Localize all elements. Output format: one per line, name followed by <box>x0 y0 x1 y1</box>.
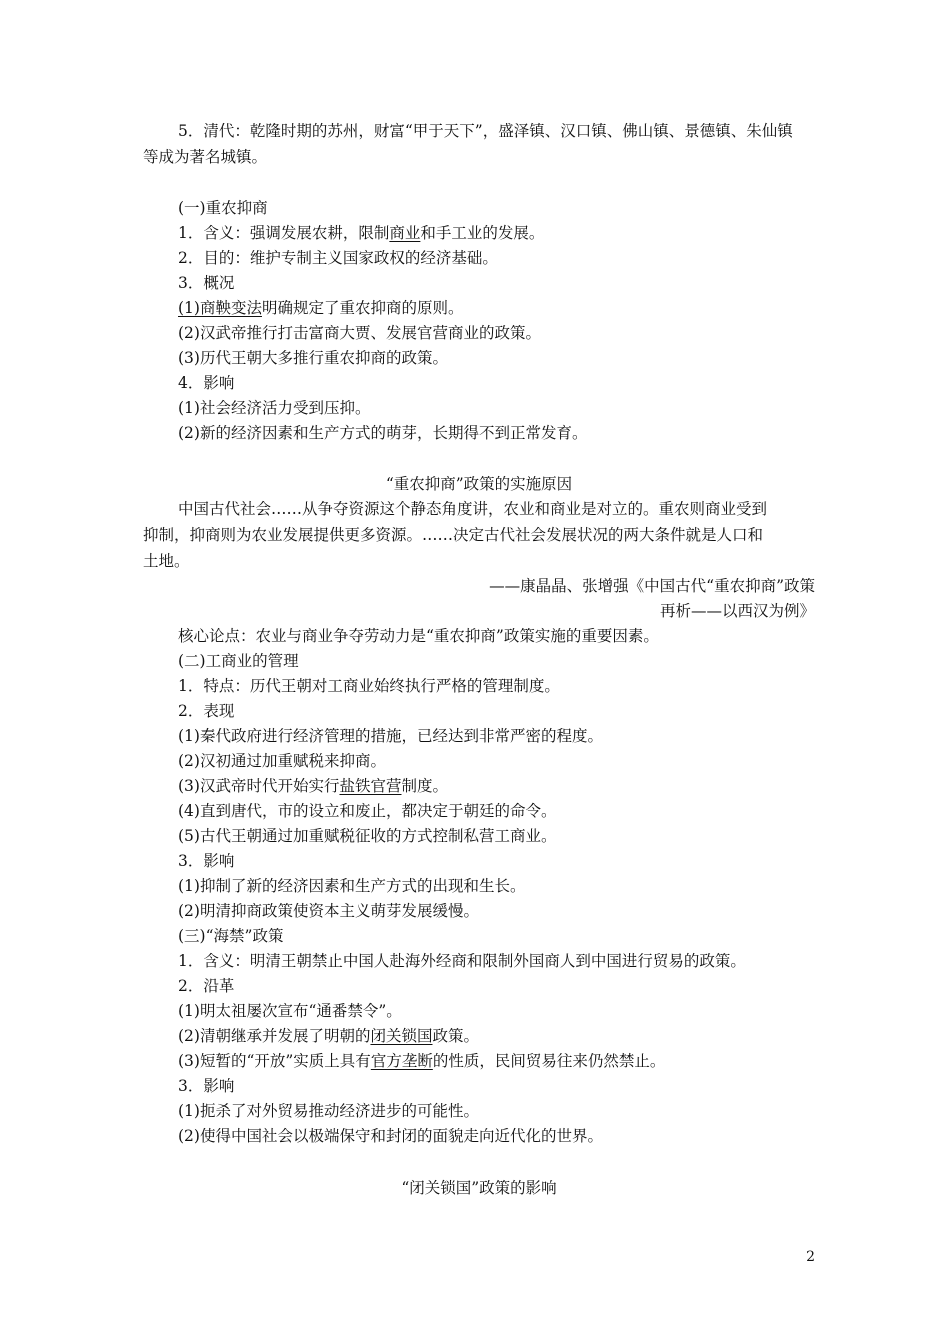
subitem: (2)新的经济因素和生产方式的萌芽，长期得不到正常发育。 <box>178 424 588 442</box>
subitem: (1)秦代政府进行经济管理的措施，已经达到非常严密的程度。 <box>178 727 603 745</box>
text: 政策。 <box>432 1027 479 1045</box>
subitem: (5)古代王朝通过加重赋税征收的方式控制私营工商业。 <box>178 827 557 845</box>
subitem <box>178 295 850 321</box>
text: 和手工业的发展。 <box>420 224 545 242</box>
section-heading-management: (二)工商业的管理 <box>178 652 299 670</box>
underlined-term: 商业 <box>389 224 421 242</box>
quote-source-line1: ——康晶晶、张增强《中国古代“重农抑商”政策 <box>489 577 815 595</box>
underlined-term: (1)商鞅变法 <box>178 299 262 317</box>
item-feature: 1．特点：历代王朝对工商业始终执行严格的管理制度。 <box>178 677 560 695</box>
item-evolution: 2．沿革 <box>178 977 235 995</box>
subitem <box>178 773 850 799</box>
subitem: (1)社会经济活力受到压抑。 <box>178 399 371 417</box>
subitem: (1)明太祖屡次宣布“通番禁令”。 <box>178 1002 402 1020</box>
quote-line1: 中国古代社会……从争夺资源这个静态角度讲，农业和商业是对立的。重农则商业受到 <box>178 500 768 518</box>
text: (3)短暂的“开放”实质上具有 <box>178 1052 371 1070</box>
box-title-reasons: “重农抑商”政策的实施原因 <box>385 475 573 493</box>
subitem: (2)汉武帝推行打击富商大贾、发展官营商业的政策。 <box>178 324 541 342</box>
text: 的性质，民间贸易往来仍然禁止。 <box>432 1052 666 1070</box>
quote-line2: 抑制，抑商则为农业发展提供更多资源。……决定古代社会发展状况的两大条件就是人口和 <box>143 526 764 544</box>
item-definition <box>178 220 850 246</box>
subitem: (1)抑制了新的经济因素和生产方式的出现和生长。 <box>178 877 526 895</box>
quote-line3: 土地。 <box>143 552 190 570</box>
paragraph-qing-line1: 5．清代：乾隆时期的苏州，财富“甲于天下”，盛泽镇、汉口镇、佛山镇、景德镇、朱仙镇 <box>178 122 793 140</box>
subitem: (2)使得中国社会以极端保守和封闭的面貌走向近代化的世界。 <box>178 1127 603 1145</box>
text: (3)汉武帝时代开始实行 <box>178 777 340 795</box>
subitem: (2)汉初通过加重赋税来抑商。 <box>178 752 386 770</box>
underlined-term: 闭关锁国 <box>370 1027 433 1045</box>
item-purpose: 2．目的：维护专制主义国家政权的经济基础。 <box>178 249 498 267</box>
subitem <box>178 1048 850 1074</box>
item-influence: 3．影响 <box>178 1077 235 1095</box>
text: 1．含义：强调发展农耕，限制 <box>178 224 390 242</box>
item-overview: 3．概况 <box>178 274 235 292</box>
core-argument: 核心论点：农业与商业争夺劳动力是“重农抑商”政策实施的重要因素。 <box>178 627 659 645</box>
subitem <box>178 1023 850 1049</box>
item-manifestation: 2．表现 <box>178 702 235 720</box>
quote-source-line2: 再析——以西汉为例》 <box>659 602 815 620</box>
underlined-term: 盐铁官营 <box>339 777 402 795</box>
section-heading-zhongnong: (一)重农抑商 <box>178 199 268 217</box>
text: (2)清朝继承并发展了明朝的 <box>178 1027 371 1045</box>
page-number: 2 <box>806 1249 815 1265</box>
box-title-influence: “闭关锁国”政策的影响 <box>401 1179 557 1197</box>
item-influence: 3．影响 <box>178 852 235 870</box>
item-influence: 4．影响 <box>178 374 235 392</box>
paragraph-qing-line2: 等成为著名城镇。 <box>143 148 268 166</box>
item-definition: 1．含义：明清王朝禁止中国人赴海外经商和限制外国商人到中国进行贸易的政策。 <box>178 952 746 970</box>
subitem: (1)扼杀了对外贸易推动经济进步的可能性。 <box>178 1102 479 1120</box>
subitem: (4)直到唐代，市的设立和废止，都决定于朝廷的命令。 <box>178 802 557 820</box>
underlined-term: 官方垄断 <box>370 1052 433 1070</box>
section-heading-haijin: (三)“海禁”政策 <box>178 927 284 945</box>
text: 制度。 <box>401 777 448 795</box>
subitem: (3)历代王朝大多推行重农抑商的政策。 <box>178 349 448 367</box>
text: 明确规定了重农抑商的原则。 <box>261 299 464 317</box>
subitem: (2)明清抑商政策使资本主义萌芽发展缓慢。 <box>178 902 479 920</box>
